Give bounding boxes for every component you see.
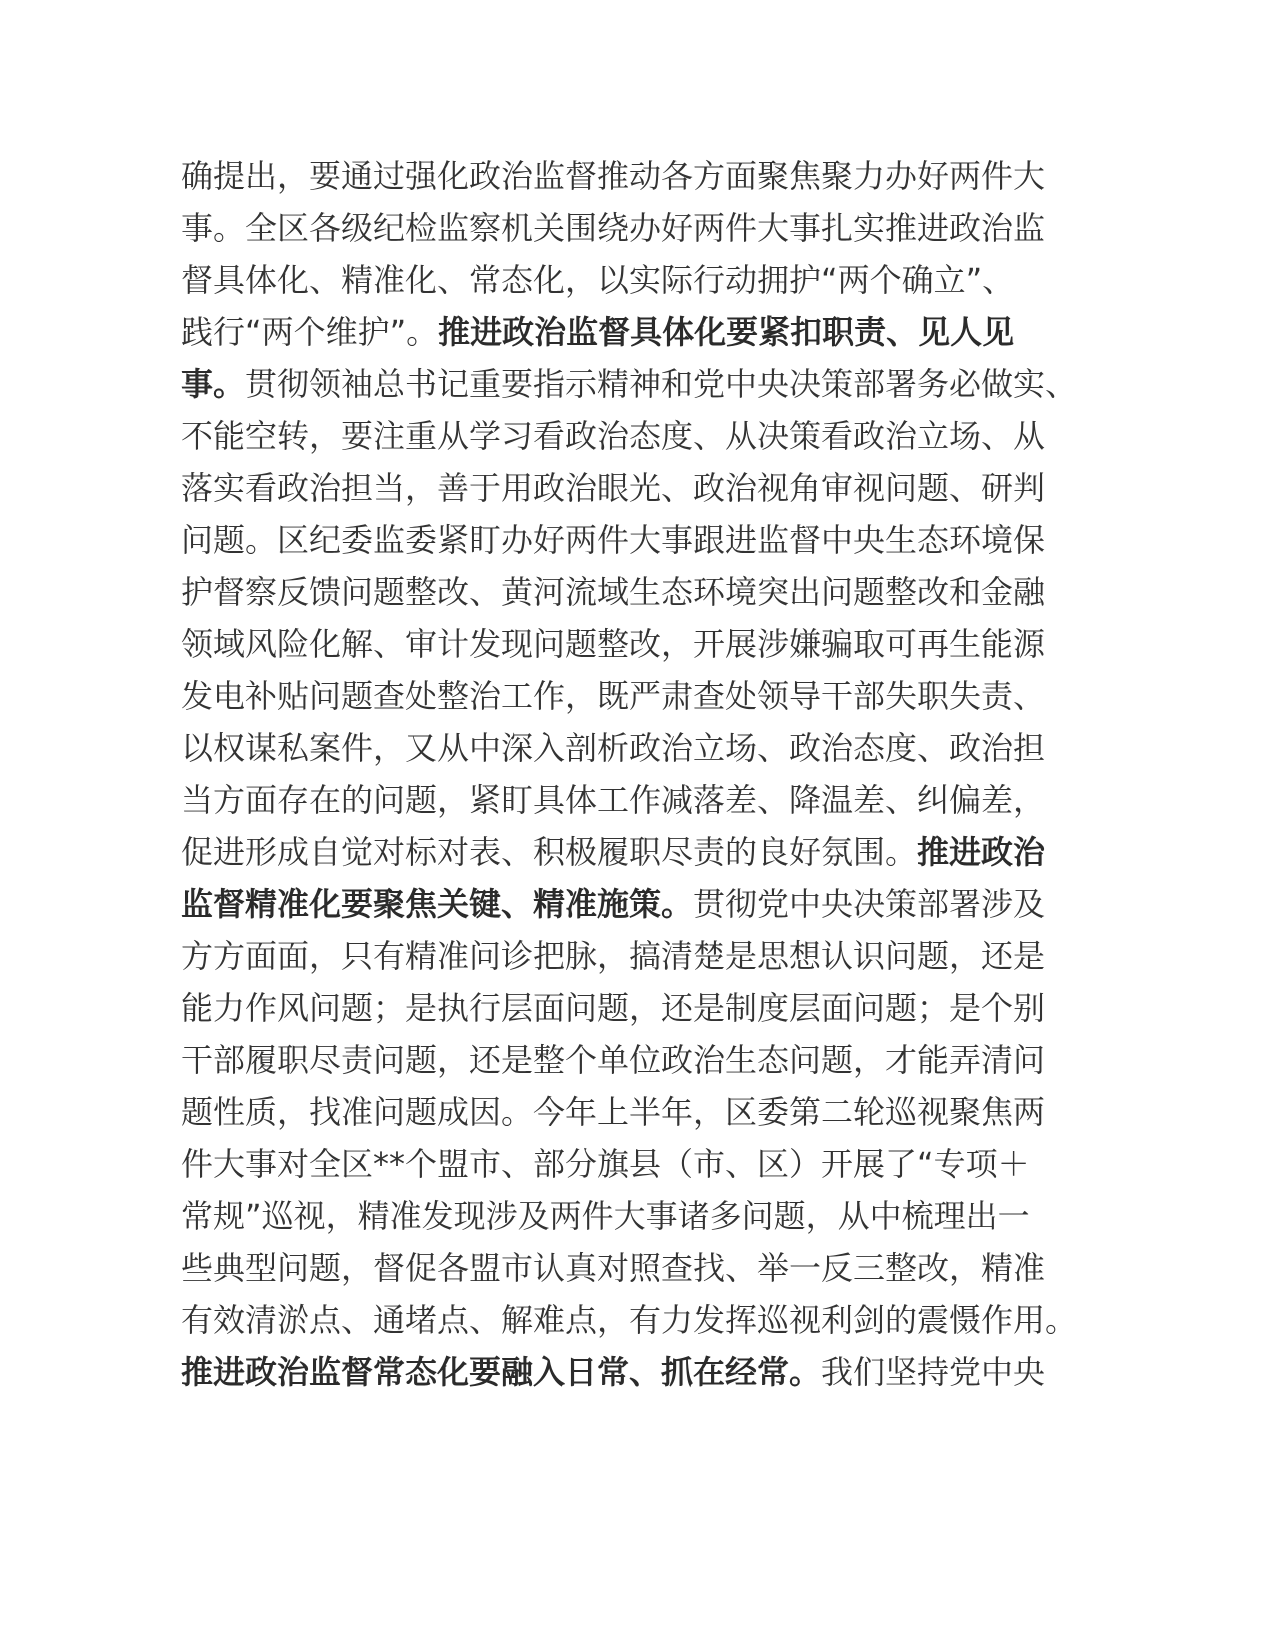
body-text: [181, 150, 1101, 1398]
text-line: [181, 150, 1101, 202]
text-line: [181, 1294, 1101, 1346]
text-line: [181, 618, 1101, 670]
text-line: [181, 1034, 1101, 1086]
text-line: [181, 878, 1101, 930]
body-text-run: 有效清淤点、通堵点、解难点，有力发挥巡视利剑的震慑作用。: [181, 1301, 1078, 1339]
text-line: [181, 1242, 1101, 1294]
text-line: [181, 462, 1101, 514]
text-line: [181, 358, 1101, 410]
body-text-run: 贯彻党中央决策部署涉及: [693, 885, 1046, 923]
text-line: [181, 670, 1101, 722]
body-text-run: 不能空转，要注重从学习看政治态度、从决策看政治立场、从: [181, 417, 1046, 455]
bold-heading-text: 事。: [181, 365, 246, 403]
text-line: [181, 514, 1101, 566]
body-text-run: 能力作风问题；是执行层面问题，还是制度层面问题；是个别: [181, 989, 1046, 1027]
bold-heading-text: 推进政治: [917, 833, 1046, 871]
body-text-run: 发电补贴问题查处整治工作，既严肃查处领导干部失职失责、: [181, 677, 1046, 715]
body-text-run: 方方面面，只有精准问诊把脉，搞清楚是思想认识问题，还是: [181, 937, 1046, 975]
body-text-run: 以权谋私案件，又从中深入剖析政治立场、政治态度、政治担: [181, 729, 1046, 767]
text-line: [181, 722, 1101, 774]
bold-heading-text: 推进政治监督常态化要融入日常、抓在经常。: [181, 1353, 822, 1391]
body-text-run: 确提出，要通过强化政治监督推动各方面聚焦聚力办好两件大: [181, 157, 1046, 195]
body-text-run: 促进形成自觉对标对表、积极履职尽责的良好氛围。: [181, 833, 918, 871]
text-line: [181, 254, 1101, 306]
body-text-run: 贯彻领袖总书记重要指示精神和党中央决策部署务必做实、: [245, 365, 1078, 403]
body-text-run: 督具体化、精准化、常态化，以实际行动拥护“两个确立”、: [181, 261, 1015, 299]
text-line: [181, 826, 1101, 878]
body-text-run: 当方面存在的问题，紧盯具体工作减落差、降温差、纠偏差，: [181, 781, 1046, 819]
body-text-run: 落实看政治担当，善于用政治眼光、政治视角审视问题、研判: [181, 469, 1046, 507]
text-line: [181, 930, 1101, 982]
body-text-run: 领域风险化解、审计发现问题整改，开展涉嫌骗取可再生能源: [181, 625, 1046, 663]
body-text-run: 些典型问题，督促各盟市认真对照查找、举一反三整改，精准: [181, 1249, 1046, 1287]
text-line: [181, 1190, 1101, 1242]
text-line: [181, 410, 1101, 462]
text-line: [181, 1346, 1101, 1398]
bold-heading-text: 监督精准化要聚焦关键、精准施策。: [181, 885, 694, 923]
body-text-run: 我们坚持党中央: [821, 1353, 1046, 1391]
body-text-run: 问题。区纪委监委紧盯办好两件大事跟进监督中央生态环境保: [181, 521, 1046, 559]
text-line: [181, 202, 1101, 254]
text-line: [181, 1086, 1101, 1138]
body-text-run: 事。全区各级纪检监察机关围绕办好两件大事扎实推进政治监: [181, 209, 1046, 247]
text-line: [181, 774, 1101, 826]
body-text-run: 题性质，找准问题成因。今年上半年，区委第二轮巡视聚焦两: [181, 1093, 1046, 1131]
bold-heading-text: 推进政治监督具体化要紧扣职责、见人见: [438, 313, 1015, 351]
body-text-run: 干部履职尽责问题，还是整个单位政治生态问题，才能弄清问: [181, 1041, 1046, 1079]
body-text-run: 常规”巡视，精准发现涉及两件大事诸多问题，从中梳理出一: [181, 1197, 1030, 1235]
text-line: [181, 982, 1101, 1034]
body-text-run: 护督察反馈问题整改、黄河流域生态环境突出问题整改和金融: [181, 573, 1046, 611]
text-line: [181, 566, 1101, 618]
body-text-run: 践行“两个维护”。: [181, 313, 439, 351]
body-text-run: 件大事对全区**个盟市、部分旗县（市、区）开展了“专项＋: [181, 1145, 1030, 1183]
text-line: [181, 1138, 1101, 1190]
text-line: [181, 306, 1101, 358]
